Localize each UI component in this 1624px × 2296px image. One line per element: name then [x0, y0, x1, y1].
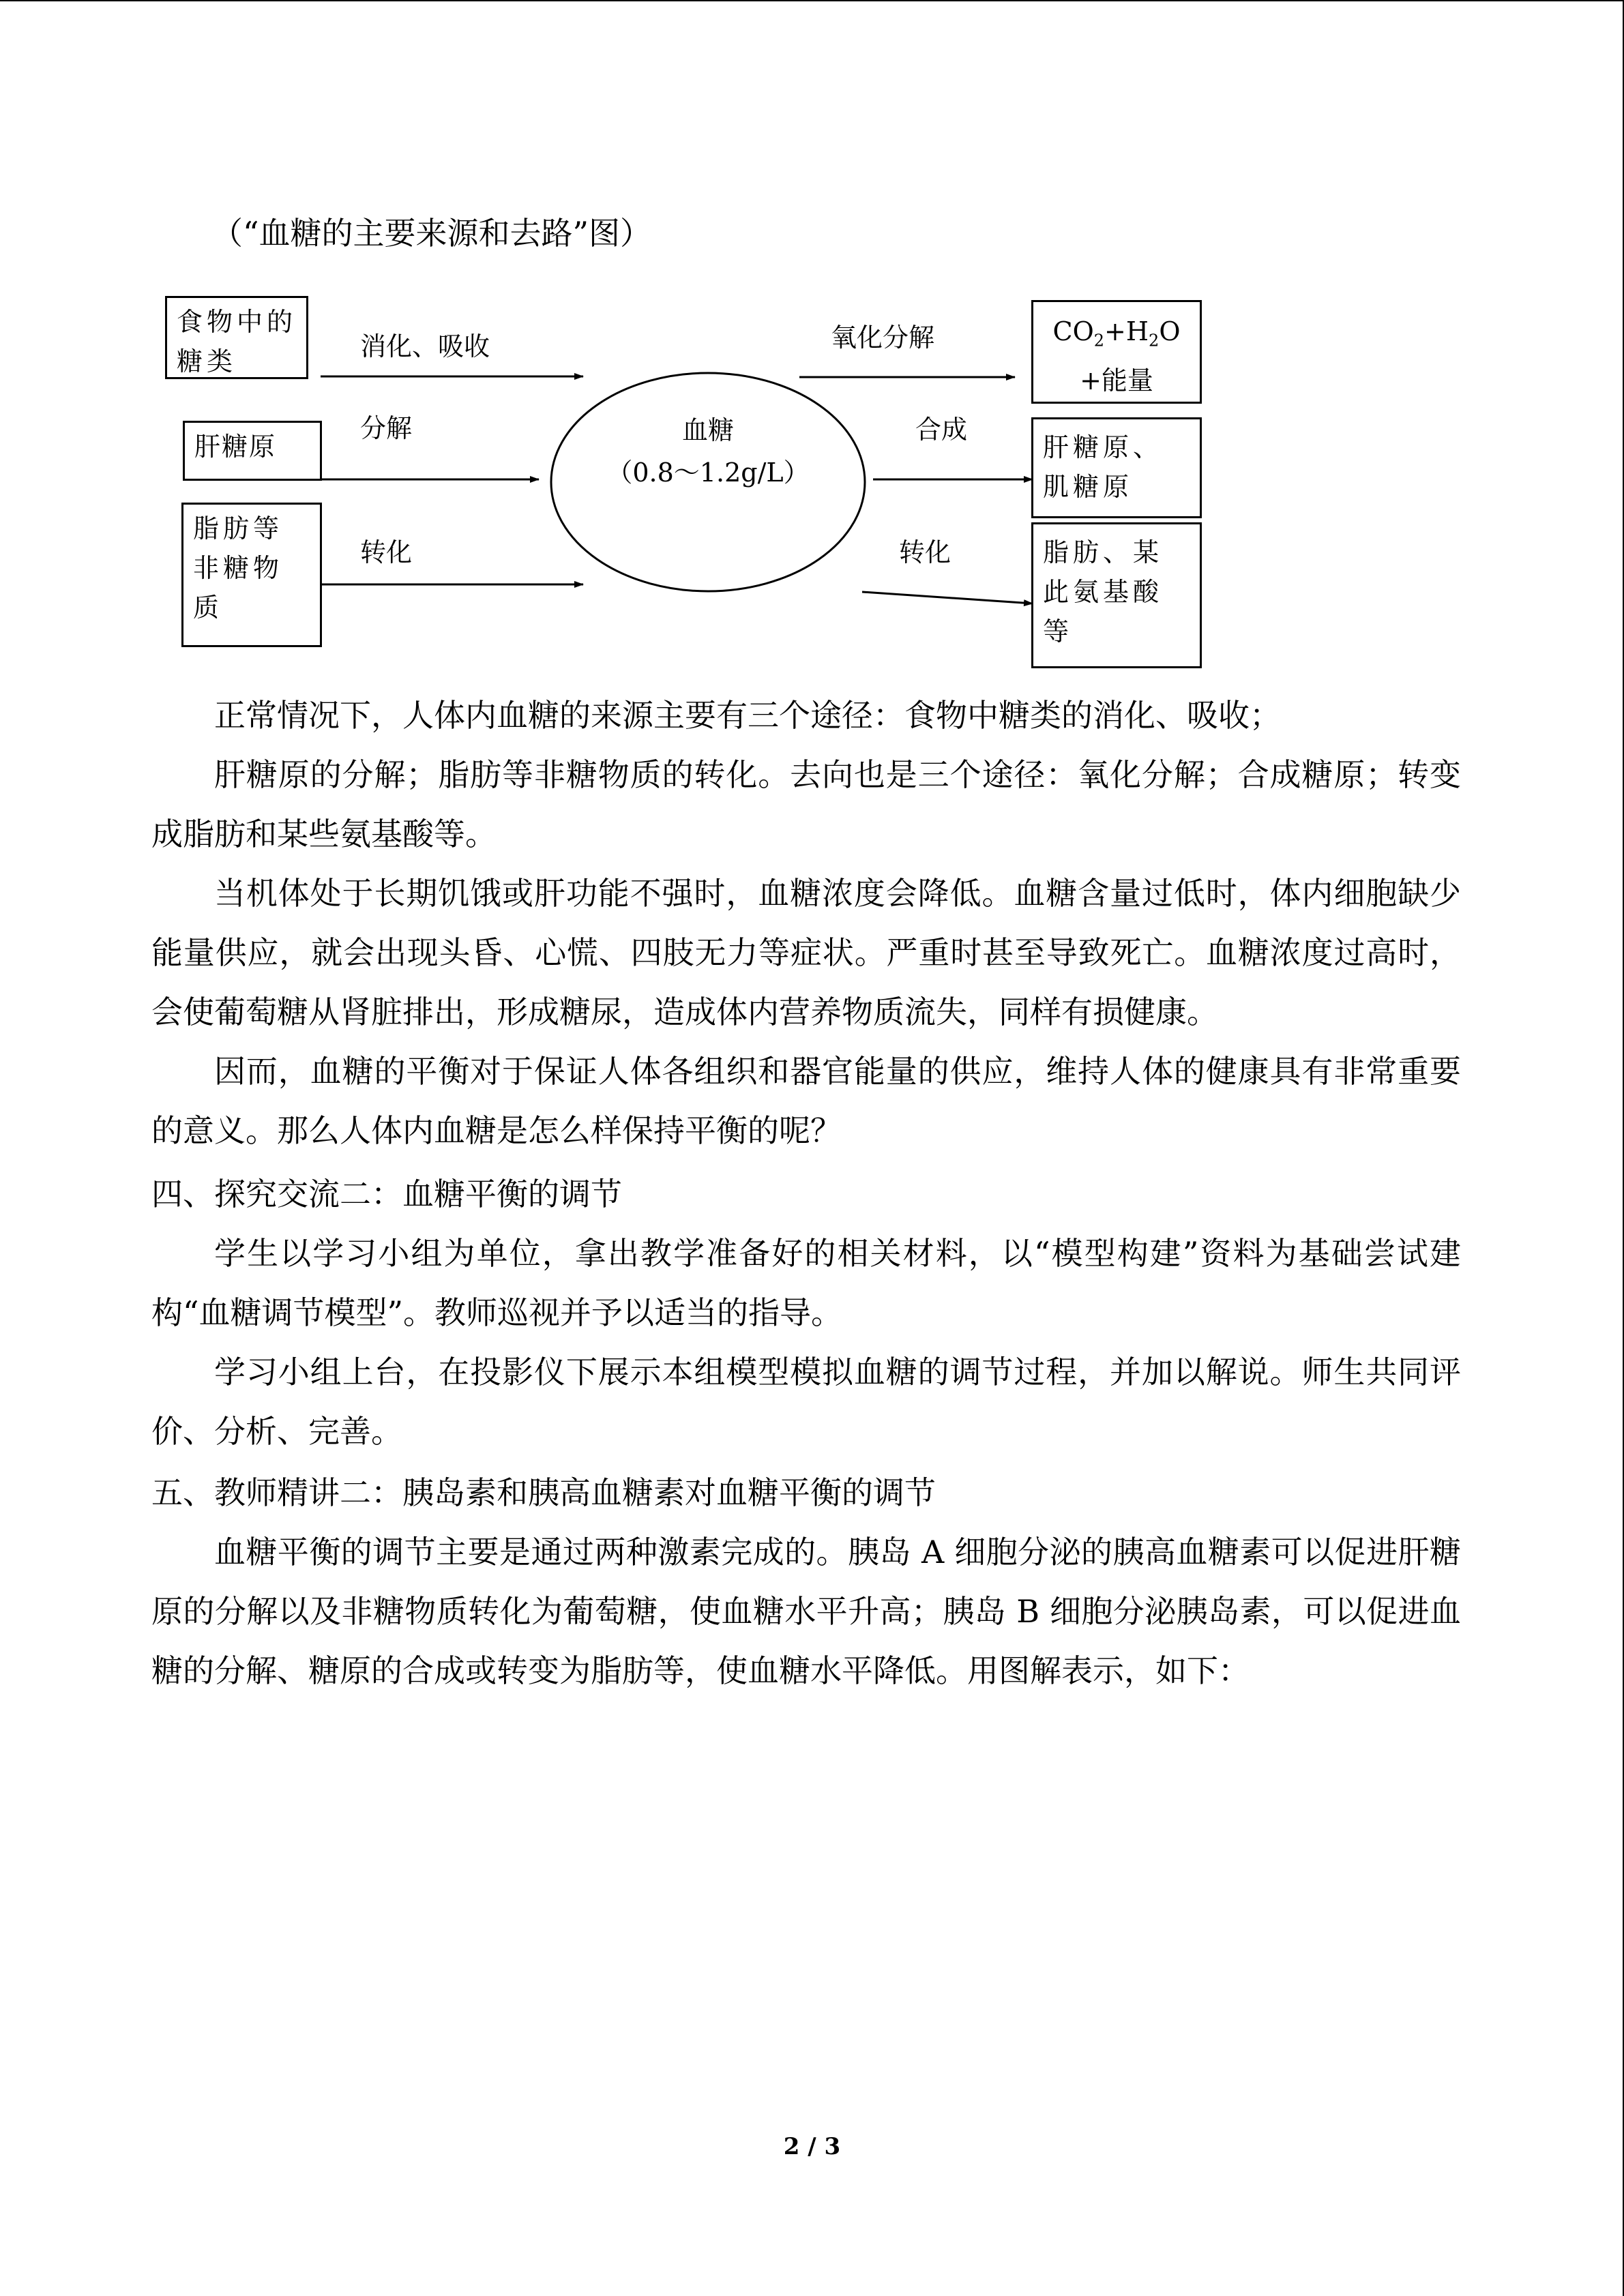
dest-box-glycogen: 肝糖原、肌糖原: [1031, 417, 1202, 518]
source-box-food: 食物中的糖类: [165, 296, 308, 379]
dest-box-fat-amino: 脂肪、某此氨基酸等: [1031, 522, 1202, 668]
paragraph-6: 学习小组上台，在投影仪下展示本组模型模拟血糖的调节过程，并加以解说。师生共同评价、分析、完善。: [151, 1354, 1461, 1450]
page-number: 2 / 3: [783, 2133, 841, 2160]
label-convert-in: 转化: [360, 537, 413, 567]
paragraph-7: 血糖平衡的调节主要是通过两种激素完成的。胰岛 A 细胞分泌的胰高血糖素可以促进肝糖原的分解以及非糖物质转化为葡萄糖，使血糖水平升高；胰岛 B 细胞分泌胰岛素，可以促进血糖的分解、糖原的合成或转变为脂肪等，使血糖水平降低。用图解表示，如下：: [151, 1534, 1461, 1689]
section-heading-5: 五、教师精讲二：胰岛素和胰高血糖素对血糖平衡的调节: [151, 1474, 936, 1511]
paragraph-3: 当机体处于长期饥饿或肝功能不强时，血糖浓度会降低。血糖含量过低时，体内细胞缺少能量供应，就会出现头昏、心慌、四肢无力等症状。严重时甚至导致死亡。血糖浓度过高时，会使葡萄糖从肾脏排出，形成糖尿，造成体内营养物质流失，同样有损健康。: [151, 875, 1461, 1030]
source-box-non-sugar: 脂肪等非糖物质: [181, 503, 322, 647]
source-box-liver-glycogen: 肝糖原: [183, 421, 322, 481]
label-convert-out: 转化: [899, 537, 951, 567]
label-decompose: 分解: [360, 413, 413, 443]
paragraph-5: 学生以学习小组为单位，拿出教学准备好的相关材料，以“模型构建”资料为基础尝试建构“血糖调节模型”。教师巡视并予以适当的指导。: [151, 1235, 1461, 1331]
blood-sugar-label: [551, 409, 865, 494]
paragraph-4: 因而，血糖的平衡对于保证人体各组织和器官能量的供应，维持人体的健康具有非常重要的意义。那么人体内血糖是怎么样保持平衡的呢？: [151, 1053, 1461, 1149]
diagram-caption: （“血糖的主要来源和去路”图）: [211, 215, 652, 252]
paragraph-1: 正常情况下，人体内血糖的来源主要有三个途径：食物中糖类的消化、吸收；: [214, 697, 1281, 734]
blood-sugar-range: （0.8～1.2g/L）: [606, 458, 810, 488]
blood-sugar-title: 血糖: [681, 415, 734, 445]
label-digest-absorb: 消化、吸收: [360, 331, 490, 361]
label-synthesis: 合成: [915, 415, 968, 445]
paragraph-2: 肝糖原的分解；脂肪等非糖物质的转化。去向也是三个途径：氧化分解；合成糖原；转变成脂肪和某些氨基酸等。: [151, 756, 1461, 852]
label-oxidation: 氧化分解: [831, 323, 935, 353]
section-heading-4: 四、探究交流二：血糖平衡的调节: [151, 1176, 622, 1212]
dest-box-co2-water-energy: $CO_2+H_2O$ +能量: [1031, 300, 1202, 404]
